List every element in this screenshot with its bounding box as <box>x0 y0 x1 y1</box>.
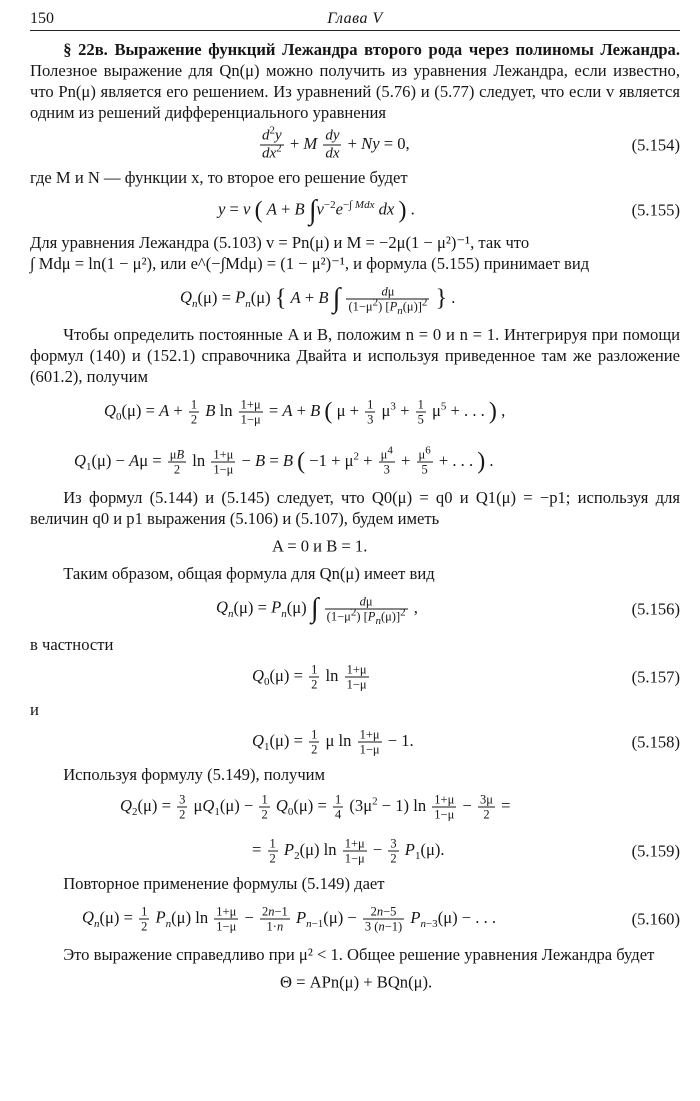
formula: A = 0 и B = 1. <box>272 536 368 556</box>
paragraph-and: и <box>30 700 39 719</box>
equation-5-158 <box>30 720 680 764</box>
equation-number: (5.160) <box>631 909 680 929</box>
formula: $Q_n(\mu) = P_n(\mu)$ ∫ $\frac{d\mu}{(1-\mu^2) [P_n(\mu)]^2}$ , <box>216 593 418 627</box>
equation-theta <box>30 965 680 999</box>
equation-5-159 <box>30 829 680 873</box>
formula: = $\frac{1}{2}$ $P_2(\mu)$ ln $\frac{1+\mu}{1-\mu}$ − $\frac{3}{2}$ $P_1(\mu)$. <box>252 836 445 866</box>
paragraph-valid: Это выражение справедливо при μ² < 1. Общее решение уравнения Лежандра будет <box>63 945 655 964</box>
formula: $Q_0(\mu)$ = $\frac{1}{2}$ ln $\frac{1+\mu}{1-\mu}$ <box>252 662 367 692</box>
section-intro: Полезное выражение для Qn(μ) можно получить из уравнения Лежандра, если известно, что Pn(μ) является его решением. Из уравнений (5.76) и (5.77) следует, что если v является одним из решений дифференциального уравнения <box>30 61 680 122</box>
paragraph-general: Таким образом, общая формула для Qn(μ) имеет вид <box>63 564 435 583</box>
equation-5-155 <box>30 188 680 232</box>
paragraph-from-formulas: Из формул (5.144) и (5.145) следует, что Q0(μ) = q0 и Q1(μ) = −p1; используя для величин q0 и p1 выражения (5.106) и (5.107), будем иметь <box>30 488 680 528</box>
chapter-title: Глава V <box>327 10 383 27</box>
paragraph-where: где M и N — функции x, то второе его решение будет <box>30 168 408 187</box>
paragraph-repeated: Повторное применение формулы (5.149) дает <box>63 874 385 893</box>
equation-5-154 <box>30 123 680 167</box>
formula: $Q_n(\mu) = P_n(\mu)$ { A + B ∫ $\frac{d\mu}{(1-\mu^2) [P_n(\mu)]^2}$ } . <box>180 283 456 317</box>
equation-qn-form <box>30 274 680 324</box>
equation-number: (5.157) <box>631 667 680 687</box>
paragraph-legendre-b: ∫ Mdμ = ln(1 − μ²), или e^(−∫Mdμ) = (1 − μ²)⁻¹, и формула (5.155) принимает вид <box>30 254 590 273</box>
formula: $Q_2(\mu)$ = $\frac{3}{2}$ $\mu Q_1(\mu)$ − $\frac{1}{2}$ $Q_0(\mu)$ = $\frac{1}{4}$ $(3\mu^2 - 1)$ ln $\frac{1+\mu}{1-\mu}$ − $\frac{3\mu}{2}$ = <box>120 792 511 822</box>
book-page <box>30 6 680 999</box>
formula: y = v ( A + B $\int v^{-2}e^{-\int Mdx}$ dx ) . <box>218 194 415 226</box>
equation-5-156 <box>30 584 680 634</box>
paragraph-constants: Чтобы определить постоянные A и B, положим n = 0 и n = 1. Интегрируя при помощи формул (140) и (152.1) справочника Двайта и используя приведенное там же разложение (601.2), получим <box>30 325 680 386</box>
formula: $\frac{d^2y}{dx^2}$ + M $\frac{dy}{dx}$ + Ny = 0, <box>262 124 410 162</box>
equation-ab-values <box>30 529 680 563</box>
equation-number: (5.154) <box>631 135 680 155</box>
paragraph-using-149: Используя формулу (5.149), получим <box>63 765 326 784</box>
equation-number: (5.156) <box>631 599 680 619</box>
equation-q0-series <box>30 387 680 437</box>
section-paragraph <box>30 39 680 123</box>
section-title: § 22в. Выражение функций Лежандра второго рода через полиномы Лежандра. <box>63 40 680 59</box>
equation-q2-line1 <box>30 785 680 829</box>
equation-number: (5.158) <box>631 732 680 752</box>
equation-q1-series <box>30 437 680 487</box>
page-number: 150 <box>30 10 54 27</box>
paragraph-legendre-a: Для уравнения Лежандра (5.103) v = Pn(μ) и M = −2μ(1 − μ²)⁻¹, так что <box>30 233 530 252</box>
formula: $Q_1(\mu) - A\mu$ = $\frac{\mu B}{2}$ ln $\frac{1+\mu}{1-\mu}$ − B = B ( $-1 + \mu^2$ + $\frac{\mu^4}{3}$ + $\frac{\mu^6}{5}$ + . . . ) . <box>74 444 494 477</box>
page-header <box>30 6 680 31</box>
formula: $Q_0(\mu) = A$ + $\frac{1}{2}$ B ln $\frac{1+\mu}{1-\mu}$ = A + B ( μ + $\frac{1}{3}$ $\mu^3$ + $\frac{1}{5}$ $\mu^5$ + . . . ) , <box>104 397 506 427</box>
formula: $Q_n(\mu)$ = $\frac{1}{2}$ $P_n(\mu)$ ln $\frac{1+\mu}{1-\mu}$ − $\frac{2n-1}{1\cdot n}$ $P_{n-1}(\mu)$ − $\frac{2n-5}{3 (n-1)}$ $P_{n-3}(\mu)$ − . . . <box>82 904 497 934</box>
equation-number: (5.155) <box>631 200 680 220</box>
equation-5-160 <box>30 894 680 944</box>
equation-5-157 <box>30 655 680 699</box>
formula: $Q_1(\mu)$ = $\frac{1}{2}$ μ ln $\frac{1+\mu}{1-\mu}$ − 1. <box>252 727 414 757</box>
equation-number: (5.159) <box>631 841 680 861</box>
formula: Θ = APn(μ) + BQn(μ). <box>280 972 433 992</box>
paragraph-in-particular: в частности <box>30 635 114 654</box>
